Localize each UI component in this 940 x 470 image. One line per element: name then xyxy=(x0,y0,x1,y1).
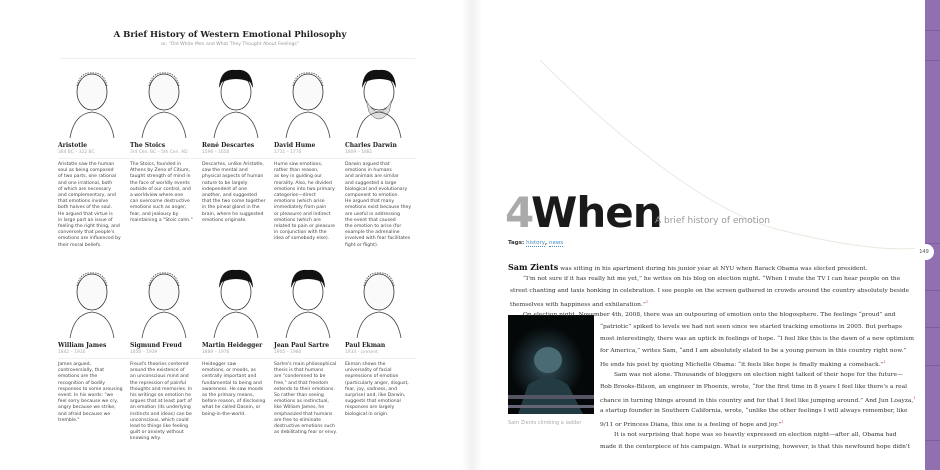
chapter-number: 4 xyxy=(505,188,535,237)
bio-line: in the pineal gland in the xyxy=(202,205,260,211)
bio-line: and complementary, and xyxy=(58,193,116,199)
bio-line: an emotion (its underlying xyxy=(130,405,191,411)
bio-line: like William James, he xyxy=(274,405,325,411)
portrait-illustration xyxy=(134,62,194,138)
bio-line: guilt or anxiety without xyxy=(130,430,184,436)
bio-line: feel sorry because we cry, xyxy=(58,399,119,405)
bio-line: emotions as instinctual, xyxy=(274,399,329,405)
bio-line: The Stoics, founded in xyxy=(130,162,182,167)
body-line xyxy=(600,336,914,342)
bio-line: emotions (which are xyxy=(274,217,321,223)
philosopher-name: Jean Paul Sartre xyxy=(274,342,330,349)
bio-line: are useful in addressing xyxy=(345,211,401,217)
bio-line: controversially, that xyxy=(58,368,105,374)
infographic-title: A Brief History of Western Emotional Philosophy xyxy=(113,30,347,40)
bio-line: knowing why. xyxy=(130,436,161,442)
bio-line: fear, joy, sadness, and xyxy=(345,386,398,392)
bio-line: the repression of painful xyxy=(130,380,186,386)
bio-line: before reason, of disclosing xyxy=(202,399,266,405)
bio-line: his writings on emotion he xyxy=(130,393,192,399)
bio-line: example the adrenaline xyxy=(345,230,400,236)
bio-line: James argued, xyxy=(58,362,91,367)
bio-line: are free to eliminate xyxy=(274,417,321,423)
philosopher-card xyxy=(202,262,274,418)
bio-line: idea of somebody else). xyxy=(274,236,330,242)
philosopher-card xyxy=(345,62,417,249)
philosopher-name: Martin Heidegger xyxy=(202,342,263,349)
bio-line: responses are largely xyxy=(345,405,395,411)
bio-line: fear, and jealousy by xyxy=(130,211,179,217)
philosopher-card xyxy=(202,62,274,224)
body-line xyxy=(510,300,648,308)
line-text: for America,” writes Sam, “and I am absolutely elated to be a young person in this country right now.” xyxy=(600,348,907,354)
photo-caption: Sam Zients climbing a ladder xyxy=(508,420,582,426)
bio-line: Athens by Zeno of Citium, xyxy=(130,168,190,174)
bio-line: Ekman shows the xyxy=(345,362,386,367)
philosopher-card xyxy=(274,262,346,436)
philosopher-card xyxy=(130,62,202,224)
bio-line: biological in origin. xyxy=(345,411,389,417)
portrait-illustration xyxy=(134,262,194,338)
body-line xyxy=(523,312,895,318)
tags: Tags: history, news xyxy=(508,240,564,246)
bio-line: instincts and ideas) can be xyxy=(130,411,192,417)
bio-line: in large part an issue of xyxy=(58,217,113,223)
portrait-illustration xyxy=(278,62,338,138)
bio-line: emotions into two primary xyxy=(274,186,335,192)
bio-line: emotions are influenced by xyxy=(58,236,121,242)
philosopher-card xyxy=(274,62,346,243)
bio-line: morality. Also, he divided xyxy=(274,180,332,186)
body-line xyxy=(600,324,902,330)
bio-line: emotions originate. xyxy=(202,217,247,223)
body-line xyxy=(600,444,910,450)
bio-line: in conjunction with the xyxy=(274,230,327,236)
body-line xyxy=(600,408,907,414)
bio-line: lead to things like feeling xyxy=(130,424,189,430)
philosopher-bio xyxy=(345,362,417,418)
divider xyxy=(60,58,415,59)
bio-line: the emotion to arise (for xyxy=(345,224,402,230)
bio-line: Aristotle saw the human xyxy=(58,162,115,167)
bio-line: that emotions involve xyxy=(58,199,109,205)
bio-line: their moral beliefs. xyxy=(58,242,102,248)
bio-line: the face of worldly events xyxy=(130,180,190,186)
philosopher-bio xyxy=(274,162,346,243)
bio-line: what he called Dasein, or xyxy=(202,405,261,411)
bio-line: Descartes, unlike Aristotle, xyxy=(202,162,264,167)
line-text: was sitting in his apartment during his junior year at NYU when Barack Obama was elected president. xyxy=(558,266,868,272)
line-text: 9/11 or Princess Diana, this one is a feeling of hope and joy.” xyxy=(600,421,782,428)
philosopher-bio xyxy=(130,362,202,443)
bio-line: of which are necessary xyxy=(58,186,111,192)
line-text: On election night, November 4th, 2008, there was an outpouring of emotion onto the blogosphere. The feelings “proud” and xyxy=(523,312,896,318)
bio-line: as key in guiding our xyxy=(274,174,323,180)
philosopher-dates: 1596 – 1650 xyxy=(202,150,274,159)
philosopher-card xyxy=(345,262,417,418)
book-spine xyxy=(462,0,482,470)
philosopher-name: Sigmund Freud xyxy=(130,342,182,349)
bio-line: and animals are similar xyxy=(345,174,399,180)
portrait-illustration xyxy=(349,62,409,138)
tag-news[interactable]: news xyxy=(549,240,564,246)
bio-line: tremble." xyxy=(58,417,80,423)
philosopher-name: Paul Ekman xyxy=(345,342,386,349)
philosopher-dates: 1842 – 1910 xyxy=(58,350,130,359)
bio-line: argues that at least part of xyxy=(130,399,192,405)
bio-line: emotions are the xyxy=(58,374,98,380)
portrait-illustration xyxy=(278,262,338,338)
bio-line: suggests that emotional xyxy=(345,399,401,405)
bio-line: and suggested a large xyxy=(345,180,397,186)
body-line xyxy=(614,432,897,438)
line-text: Sam was not alone. Thousands of bloggers on election night talked of their hope for the future— xyxy=(614,372,903,378)
philosopher-name: The Stoics xyxy=(130,142,166,149)
bio-line: being-in-the-world. xyxy=(202,411,246,417)
philosopher-name: Aristotle xyxy=(58,142,88,149)
bio-line: and one irrational, both xyxy=(58,180,113,186)
philosopher-bio xyxy=(58,362,130,424)
bio-line: (particularly anger, disgust, xyxy=(345,380,409,386)
line-text: a startup founder in Southern California, wrote, “unlike the other feelings I will always remember, like xyxy=(600,408,908,414)
philosopher-card xyxy=(58,262,130,424)
philosopher-dates: 1856 – 1939 xyxy=(130,350,202,359)
footnote-mark[interactable]: 1 xyxy=(781,420,784,424)
line-text: themselves with happiness and exhilaration.” xyxy=(510,301,646,308)
chapter-title: When xyxy=(531,188,662,237)
body-line xyxy=(600,384,907,390)
bio-line: recognition of bodily xyxy=(58,380,106,386)
bio-line: He argued that virtue is xyxy=(58,211,113,217)
bio-line: destructive emotions such xyxy=(274,424,335,430)
body-line xyxy=(510,288,909,294)
body-line xyxy=(600,420,784,428)
philosopher-name: Charles Darwin xyxy=(345,142,397,149)
bio-line: expressions of emotion xyxy=(345,374,399,380)
bio-line: fight or flight). xyxy=(345,242,379,248)
philosopher-bio xyxy=(202,162,274,224)
photo-sam-zients xyxy=(508,315,594,414)
bio-line: can overcome destructive xyxy=(130,199,190,205)
philosopher-bio xyxy=(345,162,417,249)
footnote-mark[interactable]: 1 xyxy=(913,396,916,400)
footnote-mark[interactable]: 1 xyxy=(645,300,649,304)
philosopher-card xyxy=(130,262,202,443)
line-text: chance in turning things around in this country and for that I feel like jumping around.” And Jun Loayza, xyxy=(600,397,914,404)
portrait-illustration xyxy=(206,262,266,338)
philosopher-dates: 1905 – 1980 xyxy=(274,350,346,359)
portrait-illustration xyxy=(349,262,409,338)
bio-line: rather than reason, xyxy=(274,168,319,174)
philosopher-name: David Hume xyxy=(274,142,316,149)
bio-line: conversely that people's xyxy=(58,230,115,236)
lead-name: Sam Zients xyxy=(508,262,559,272)
body-line xyxy=(614,372,903,378)
bio-line: around the existence of xyxy=(130,368,185,374)
bio-line: Freud's theories centered xyxy=(130,362,189,367)
bio-line: free," and that freedom xyxy=(274,380,329,386)
portrait-illustration xyxy=(206,62,266,138)
bio-line: Hume saw emotions, xyxy=(274,162,323,167)
philosopher-name: William James xyxy=(58,342,107,349)
philosopher-bio xyxy=(274,362,346,436)
bio-line: biological and evolutionary xyxy=(345,186,408,192)
line-text: “I'm not sure if it has really hit me yet,” he writes on his blog on election night. “When I mute the TV I can hear people on the xyxy=(523,276,901,282)
bio-line: maintaining a "Stoic calm." xyxy=(130,217,193,223)
portrait-illustration xyxy=(62,62,122,138)
line-text: It is not surprising that hope was so heavily expressed on election night—after all, Obama had xyxy=(614,432,897,438)
bio-line: He argued that many xyxy=(345,199,395,205)
philosopher-card xyxy=(58,62,130,249)
bio-line: awareness. He saw moods xyxy=(202,386,264,392)
line-text: He ends his post by quoting Michelle Obama: “it feels like hope is finally making a comeback.” xyxy=(600,361,884,368)
philosopher-dates: 1889 – 1976 xyxy=(202,350,274,359)
bio-line: related to pain or pleasure xyxy=(274,224,336,230)
bio-line: the event that caused xyxy=(345,217,396,223)
body-line xyxy=(523,276,900,282)
bio-line: angry because we strike, xyxy=(58,405,116,411)
bio-line: component to emotion. xyxy=(345,193,399,199)
bio-line: and afraid because we xyxy=(58,411,111,417)
tag-history[interactable]: history xyxy=(526,240,546,246)
bio-line: an unconscious mind and xyxy=(130,374,189,380)
bio-line: fundamental to being and xyxy=(202,380,262,386)
bio-line: feeling the right thing, and xyxy=(58,224,120,230)
bio-line: of two parts, one rational xyxy=(58,174,117,180)
line-text: street chanting and taxis honking in celebration. I see people on the screen gathered in crowds around the country absolutely beside xyxy=(510,288,910,294)
bio-line: unconscious, which could xyxy=(130,417,189,423)
bio-line: physical aspects of human xyxy=(202,174,264,180)
line-text: made it the centerpiece of his campaign. What is surprising, however, is that this newfound hope didn't xyxy=(600,444,910,450)
bio-line: Sartre's main philosophical xyxy=(274,362,337,367)
bio-line: emotions (which arise xyxy=(274,199,325,205)
line-text: Rob Brooks-Bilson, an engineer in Phoenix, wrote, “for the first time in 8 years I feel like there's a real xyxy=(600,384,908,390)
body-line xyxy=(600,348,906,354)
bio-line: thesis is that humans xyxy=(274,368,324,374)
philosopher-dates: 3rd Cen. BC – 5th Cen. AD xyxy=(130,150,202,159)
bio-line: nature to be largely xyxy=(202,180,248,186)
bio-line: emotions, or moods, as xyxy=(202,368,256,374)
philosopher-dates: 1711 – 1776 xyxy=(274,150,346,159)
body-line xyxy=(600,360,886,368)
bio-line: outside of our control, and xyxy=(130,186,191,192)
page-number: 149 xyxy=(914,244,934,260)
bio-line: a worldview where one xyxy=(130,193,184,199)
bio-line: that the two come together xyxy=(202,199,266,205)
bio-line: another, and suggested xyxy=(202,193,257,199)
bio-line: responses to some arousing xyxy=(58,386,123,392)
philosopher-bio xyxy=(202,362,274,418)
bio-line: emotions in humans xyxy=(345,168,392,174)
tags-label: Tags: xyxy=(508,240,525,246)
philosopher-dates: 1934 – present xyxy=(345,350,417,359)
bio-line: soul as being composed xyxy=(58,168,114,174)
footnote-mark[interactable]: 1 xyxy=(883,360,886,364)
bio-line: involved with fear facilitates xyxy=(345,236,411,242)
body-line xyxy=(600,396,916,404)
bio-line: centrally important and xyxy=(202,374,257,380)
bio-line: categories—direct xyxy=(274,193,316,199)
bio-line: brain, where he suggested xyxy=(202,211,264,217)
line-text: “patriotic” spiked to levels we had not seen since we started tracking emotions in 2005. But perhaps xyxy=(600,324,902,330)
bio-line: immediately from pain xyxy=(274,205,327,211)
bio-line: extends to their emotions. xyxy=(274,386,335,392)
chapter-subtitle: A brief history of emotion xyxy=(655,216,770,226)
bio-line: surprise) and, like Darwin, xyxy=(345,393,406,399)
lead-line xyxy=(508,262,868,272)
portrait-illustration xyxy=(62,262,122,338)
bio-line: as the primary means, xyxy=(202,393,254,399)
philosopher-dates: 384 BC – 322 BC xyxy=(58,150,130,159)
bio-line: emphasized that humans xyxy=(274,411,333,417)
bio-line: emotions such as anger, xyxy=(130,205,187,211)
bio-line: saw the mental and xyxy=(202,168,248,174)
bio-line: emotions exist because they xyxy=(345,205,412,211)
philosopher-name: René Descartes xyxy=(202,142,255,149)
bio-line: universality of facial xyxy=(345,368,392,374)
bio-line: independent of one xyxy=(202,186,247,192)
bio-line: event. In his words: "we xyxy=(58,393,114,399)
bio-line: both halves of the soul. xyxy=(58,205,113,211)
bio-line: or pleasure) and indirect xyxy=(274,211,331,217)
bio-line: as debilitating fear or envy. xyxy=(274,430,337,436)
infographic-subtitle: or, "Old White Men and What They Thought About Feelings" xyxy=(161,42,299,47)
bio-line: thoughts and memories. In xyxy=(130,386,193,392)
bio-line: taught strength of mind in xyxy=(130,174,191,180)
philosopher-dates: 1809 – 1881 xyxy=(345,150,417,159)
bio-line: So rather than seeing xyxy=(274,393,324,399)
line-text: most interestingly, there was an uptick in feelings of hope. “I feel like this is the dawn of a new optimism xyxy=(600,336,914,342)
philosopher-bio xyxy=(130,162,202,224)
bio-line: Heidegger saw xyxy=(202,362,237,367)
bio-line: Darwin argued that xyxy=(345,162,390,167)
bio-line: are "condemned to be xyxy=(274,374,326,380)
chapter-tab-strip[interactable] xyxy=(925,0,940,470)
philosopher-bio xyxy=(58,162,130,249)
